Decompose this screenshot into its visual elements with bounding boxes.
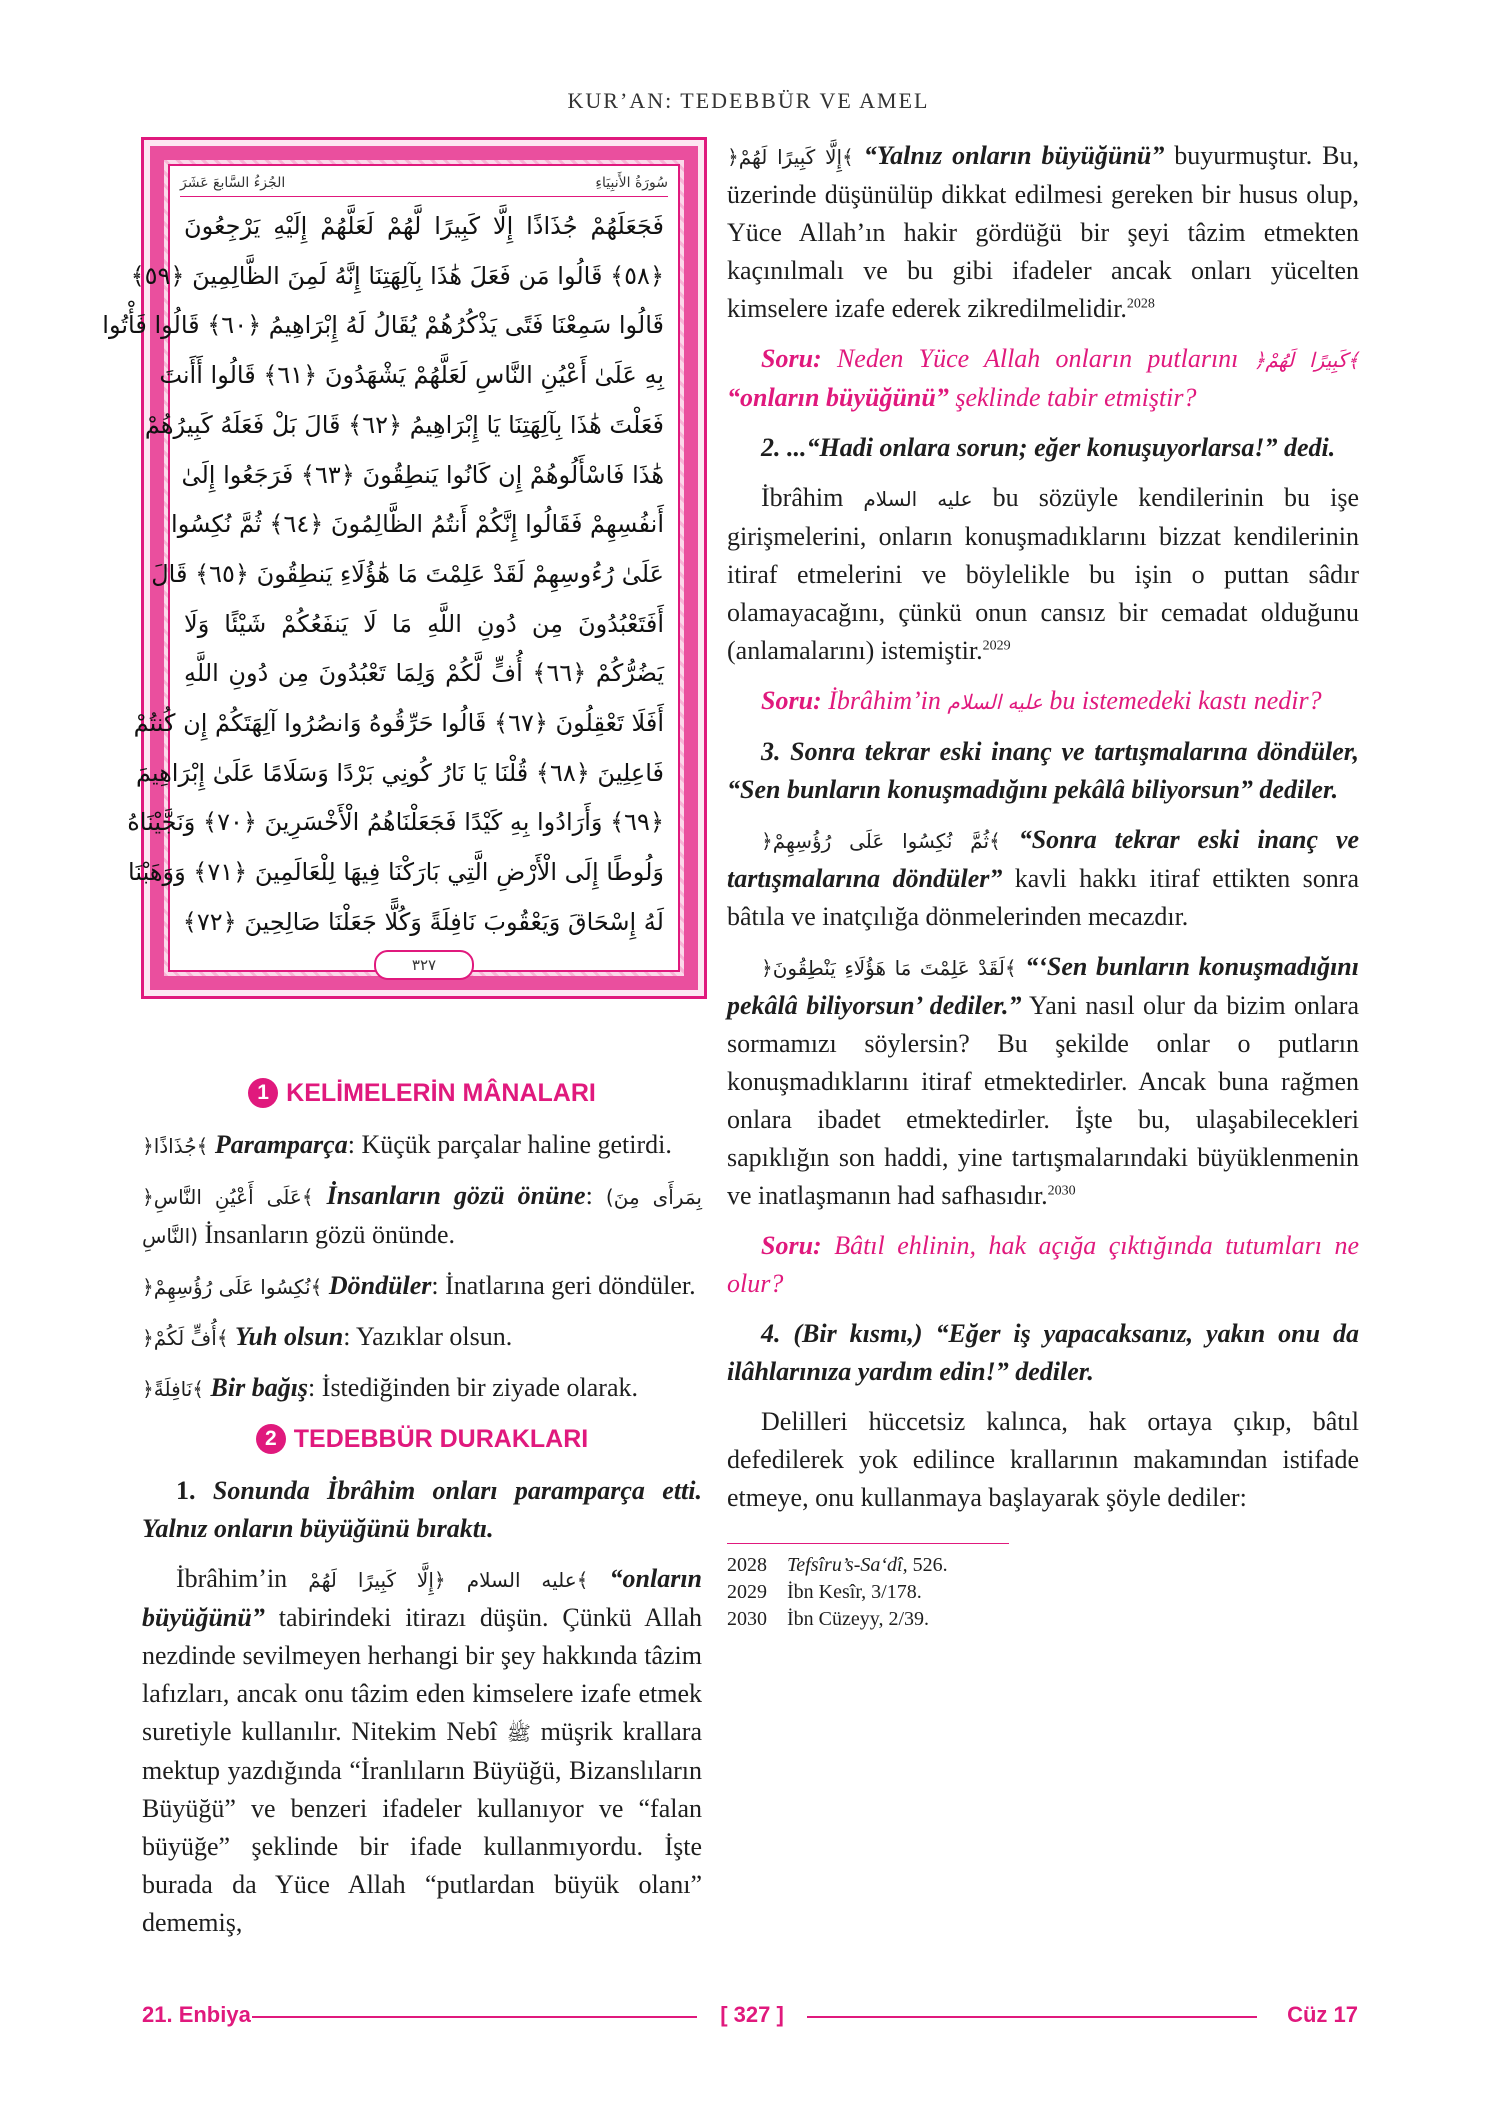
mushaf-line: أَفَلَا تَعْقِلُونَ ﴿٦٧﴾ قَالُوا حَرِّقُوهُ وَانصُرُوا آلِهَتَكُمْ إِن كُنتُمْ: [133, 709, 664, 738]
question-2: Soru: İbrâhim’in عليه السلام bu istemedeki kastı nedir?: [761, 686, 1322, 715]
verse-heading-2: 2. ...“Hadi onlara sorun; eğer konuşuyorlarsa!” dedi.: [761, 433, 1336, 462]
mushaf-line: وَلُوطًا إِلَى الْأَرْضِ الَّتِي بَارَكْنَا فِيهَا لِلْعَالَمِينَ ﴿٧١﴾ وَوَهَبْنَا: [128, 858, 664, 887]
mushaf-line: أَنفُسِهِمْ فَقَالُوا إِنَّكُمْ أَنتُمُ الظَّالِمُونَ ﴿٦٤﴾ ثُمَّ نُكِسُوا: [171, 510, 664, 539]
mushaf-line: قَالُوا سَمِعْنَا فَتًى يَذْكُرُهُمْ يُقَالُ لَهُ إِبْرَاهِيمُ ﴿٦٠﴾ قَالُوا فَأْتُوا: [102, 311, 664, 340]
word-entry: ﴿أُفٍّ لَكُمْ﴾ Yuh olsun: Yazıklar olsun.: [142, 1322, 513, 1351]
word-entry: ﴿عَلَى أَعْيُنِ النَّاسِ﴾ İnsanların gözü önüne: (بِمَرأَى مِنَ النَّاسِ) İnsanların gözü önünde.: [142, 1181, 702, 1249]
mushaf-line: فَجَعَلَهُمْ جُذَاذًا إِلَّا كَبِيرًا لَّهُمْ لَعَلَّهُمْ إِلَيْهِ يَرْجِعُونَ: [184, 212, 664, 240]
mushaf-juz-label: الجُزءُ السَّابعَ عَشَرَ: [180, 175, 286, 191]
verse-heading-4: 4. (Bir kısmı,) “Eğer iş yapacaksanız, yakın onu da ilâhlarınıza yardım edin!” dediler.: [727, 1319, 1359, 1386]
mushaf-page-number: ٣٢٧: [374, 950, 474, 980]
commentary-paragraph: Delilleri hüccetsiz kalınca, hak ortaya çıkıp, bâtıl defedilerek yok edilince krallarının makamından istifade etmeye, onu kullanmaya başlayarak şöyle dediler:: [727, 1407, 1359, 1512]
left-column: [142, 1066, 702, 1954]
footer-page-number: [ 327 ]: [720, 2002, 784, 2027]
question-3: Soru: Bâtıl ehlinin, hak açığa çıktığında tutumları ne olur?: [727, 1231, 1360, 1298]
mushaf-line: فَاعِلِينَ ﴿٦٨﴾ قُلْنَا يَا نَارُ كُونِي بَرْدًا وَسَلَامًا عَلَىٰ إِبْرَاهِيمَ: [135, 758, 664, 787]
footer-surah: 21. Enbiya: [142, 2002, 251, 2027]
mushaf-line: هَٰذَا فَاسْأَلُوهُمْ إِن كَانُوا يَنطِقُونَ ﴿٦٣﴾ فَرَجَعُوا إِلَىٰ: [181, 460, 664, 489]
commentary-paragraph: ﴿إِلَّا كَبِيرًا لَهُمْ﴾ “Yalnız onların büyüğünü” buyurmuştur. Bu, üzerinde düşünülüp dikkat edilmesi gereken bir husus olup, Yüce Allah’ın hakir gördüğü bir şeyi tâzim etmekten kaçınılmalı ve bu gibi ifadeler ancak onları yücelten kimselere izafe ederek zikredilmelidir.$^{2028}$: [727, 141, 1360, 323]
commentary-paragraph: ﴿ثُمَّ نُكِسُوا عَلَى رُؤُسِهِمْ﴾ “Sonra tekrar eski inanç ve tartışmalarına döndüler” kavli hakkı itiraf ettikten sonra bâtıla ve inatçılığa dönmelerinden mecazdır.: [727, 825, 1360, 931]
footer-rule-right: [807, 2016, 1257, 2018]
footer-rule-left: [252, 2016, 697, 2018]
question-1: Soru: Neden Yüce Allah onların putlarını ﴿كَبِيرًا لَهُمْ﴾ “onların büyüğünü” şeklinde tabir etmiştir?: [727, 344, 1360, 412]
section-number-badge: 2: [256, 1424, 286, 1454]
mushaf-line: عَلَىٰ رُءُوسِهِمْ لَقَدْ عَلِمْتَ مَا هَٰؤُلَاءِ يَنطِقُونَ ﴿٦٥﴾ قَالَ: [151, 559, 664, 588]
footnote: 2030 İbn Cüzeyy, 2/39.: [727, 1608, 930, 1630]
mushaf-line: يَضُرُّكُمْ ﴿٦٦﴾ أُفٍّ لَّكُمْ وَلِمَا تَعْبُدُونَ مِن دُونِ اللَّهِ: [184, 659, 664, 688]
section-title: KELİMELERİN MÂNALARI: [286, 1079, 596, 1107]
footer-juz: Cüz 17: [1287, 2002, 1358, 2027]
page-footer: [142, 2002, 1358, 2032]
footnote: 2028 Tefsîru’s-Sa‘dî, 526.: [727, 1554, 948, 1576]
word-entry: ﴿نُكِسُوا عَلَى رُؤُسِهِمْ﴾ Döndüler: İnatlarına geri döndüler.: [142, 1271, 696, 1300]
mushaf-lines: [102, 204, 664, 944]
mushaf-line: لَهُ إِسْحَاقَ وَيَعْقُوبَ نَافِلَةً وَكُلًّا جَعَلْنَا صَالِحِينَ ﴿٧٢﴾: [182, 907, 664, 936]
section-heading-tedebbur: [142, 1420, 702, 1458]
section-number-badge: 1: [248, 1078, 278, 1108]
mushaf-line: بِهِ عَلَىٰ أَعْيُنِ النَّاسِ لَعَلَّهُمْ يَشْهَدُونَ ﴿٦١﴾ قَالُوا أَأَنتَ: [159, 361, 664, 390]
mushaf-line: أَفَتَعْبُدُونَ مِن دُونِ اللَّهِ مَا لَا يَنفَعُكُمْ شَيْئًا وَلَا: [184, 609, 664, 638]
mushaf-line: فَعَلْتَ هَٰذَا بِآلِهَتِنَا يَا إِبْرَاهِيمُ ﴿٦٢﴾ قَالَ بَلْ فَعَلَهُ كَبِيرُهُمْ: [144, 410, 664, 439]
verse-heading-1: 1. Sonunda İbrâhim onları paramparça etti. Yalnız onların büyüğünü bıraktı.: [142, 1476, 702, 1543]
section-title: TEDEBBÜR DURAKLARI: [293, 1425, 589, 1453]
mushaf-header: [180, 170, 668, 197]
verse-heading-3: 3. Sonra tekrar eski inanç ve tartışmalarına döndüler, “Sen bunların konuşmadığını pekâlâ biliyorsun” dediler.: [727, 737, 1359, 804]
right-column: [727, 137, 1359, 1633]
word-entry: ﴿نَافِلَةً﴾ Bir bağış: İstediğinden bir ziyade olarak.: [142, 1373, 638, 1402]
mushaf-surah-label: سُورَةُ الأَنبِيَاءِ: [595, 175, 668, 191]
section-heading-words: [142, 1074, 702, 1112]
commentary-paragraph: ﴿لَقَدْ عَلِمْتَ مَا هَؤُلَاءِ يَنْطِقُونَ﴾ “‘Sen bunların konuşmadığını pekâlâ biliyorsun’ dediler.” Yani nasıl olur da bizim onlara sormamızı söylersin? Bu şekilde onlar o putların konuşmadıklarını itiraf etmektedirler. Ancak buna rağmen onlara ibadet etmektedirler. İşte bu, ulaşabilecekleri sapıklığın son haddi, yine tartışmalarındaki büyüklenmenin ve inatlaşmanın had safhasıdır.$^{2030}$: [727, 952, 1360, 1210]
mushaf-line: ﴿٥٨﴾ قَالُوا مَن فَعَلَ هَٰذَا بِآلِهَتِنَا إِنَّهُ لَمِنَ الظَّالِمِينَ ﴿٥٩﴾: [130, 261, 664, 290]
running-head: KUR’AN: TEDEBBÜR VE AMEL: [567, 88, 930, 113]
word-entry: ﴿جُذَاذًا﴾ Paramparça: Küçük parçalar haline getirdi.: [142, 1130, 672, 1159]
footnote: 2029 İbn Kesîr, 3/178.: [727, 1581, 922, 1603]
mushaf-line: ﴿٦٩﴾ وَأَرَادُوا بِهِ كَيْدًا فَجَعَلْنَاهُمُ الْأَخْسَرِينَ ﴿٧٠﴾ وَنَجَّيْنَاهُ: [127, 808, 664, 837]
mushaf-page: [102, 137, 707, 999]
commentary-paragraph: İbrâhim’in عليه السلام ﴿إِلَّا كَبِيرًا لَهُمْ﴾ “onların büyüğünü” tabirindeki itirazı düşün. Çünkü Allah nezdinde sevilmeyen herhangi bir şey hakkında tâzim lafızları, ancak onu tâzim eden kimselere izafe etmek suretiyle kullanılır. Nitekim Nebî ﷺ müşrik krallara mektup yazdığında “İranlıların Büyüğü, Bizanslıların Büyüğü” ve benzeri ifadeler kullanıyor ve “falan büyüğe” şeklinde bir ifade kullanmıyordu. İşte burada da Yüce Allah “putlardan büyük olanı” dememiş,: [142, 1564, 703, 1937]
commentary-paragraph: İbrâhim عليه السلام bu sözüyle kendilerinin bu işe girişmelerini, onların konuşmadıklarını bizzat kendilerinin itiraf etmelerini ve böylelikle bu işin o puttan sâdır olamayacağını, çünkü onun cansız bir cemadat olduğunu (anlamalarını) istemiştir.$^{2029}$: [727, 483, 1359, 665]
footnote-separator: [727, 1543, 1009, 1544]
